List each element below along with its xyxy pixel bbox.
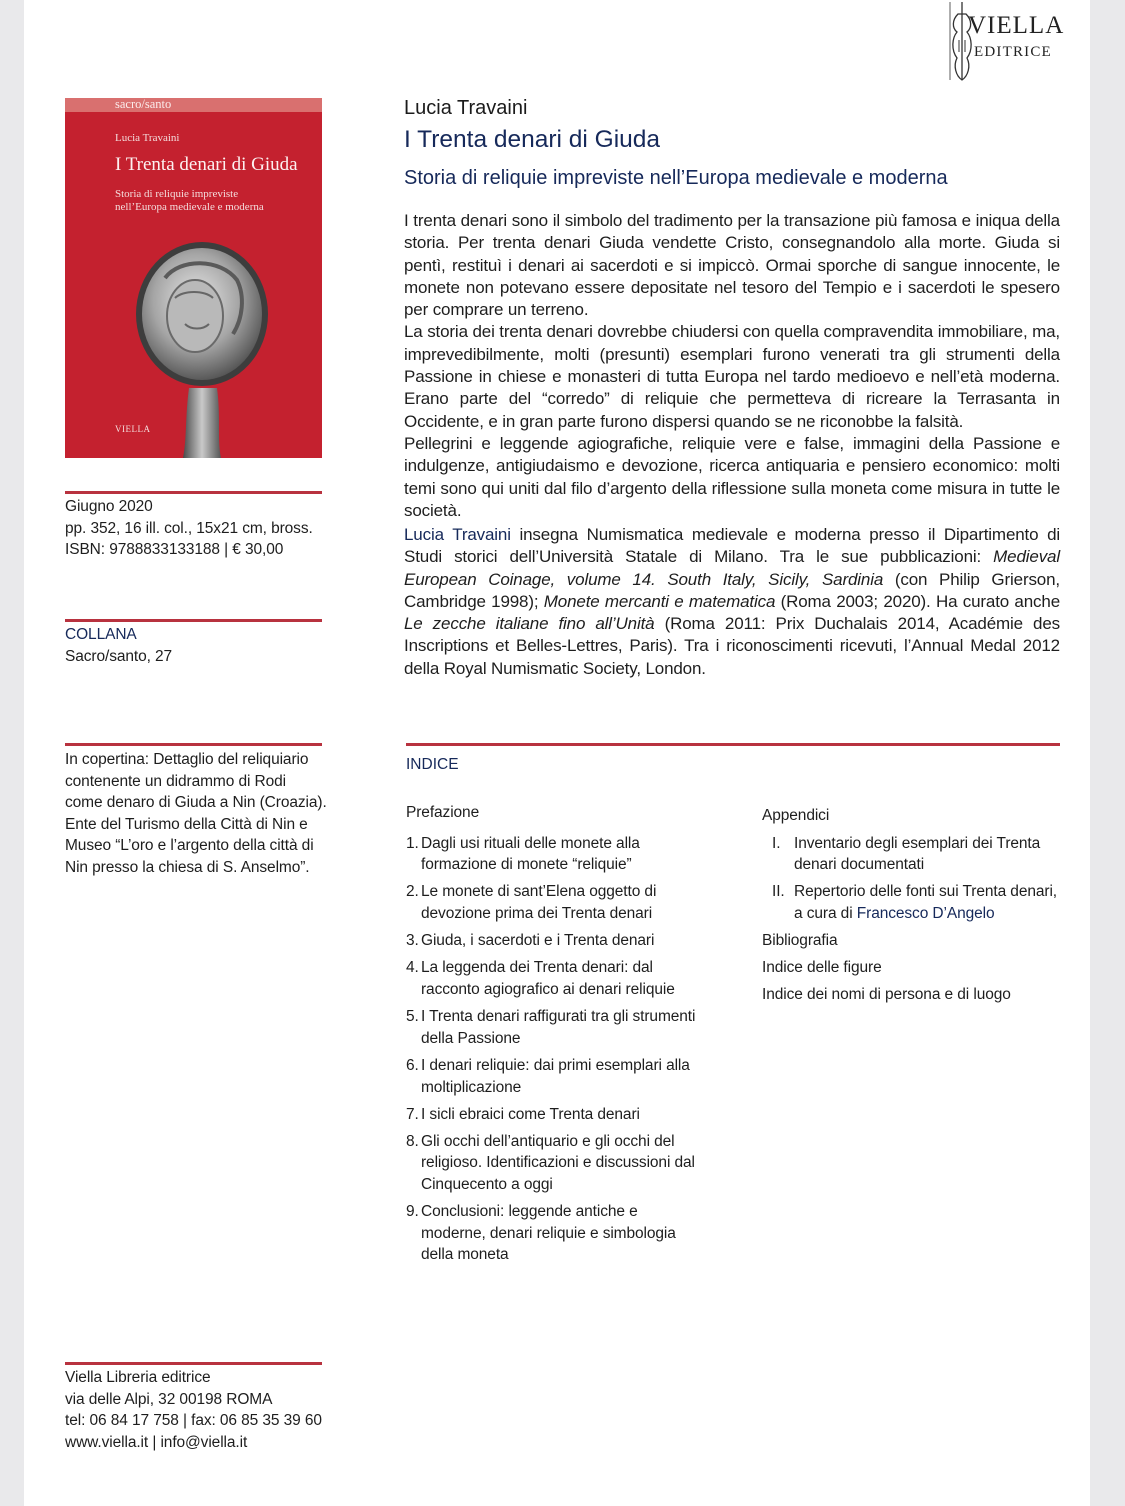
toc-chapter-title: La leggenda dei Trenta denari: dal racconto agiografico ai denari reliquie: [421, 959, 675, 998]
author-bio: [404, 524, 1060, 680]
toc-chapter-title: Conclusioni: leggende antiche e moderne, denari reliquie e simbologia della moneta: [421, 1203, 676, 1264]
toc-indice-nomi: Indice dei nomi di persona e di luogo: [762, 986, 1011, 1004]
book-title: I Trenta denari di Giuda: [404, 126, 661, 153]
logo-subtitle: EDITRICE: [974, 44, 1052, 60]
cover-subtitle-line: nell’Europa medievale e moderna: [115, 201, 264, 213]
toc-chapter-number: 3.: [406, 932, 419, 950]
collana-value: Sacro/santo, 27: [65, 648, 173, 665]
toc-chapter-number: 5.: [406, 1008, 419, 1026]
toc-appendix-title: [794, 881, 1062, 924]
publisher-web-email: www.viella.it | info@viella.it: [65, 1433, 248, 1451]
bio-text: (con Philip Grierson, Cambridge 1998);: [404, 569, 1060, 611]
toc-chapter-title: I sicli ebraici come Trenta denari: [421, 1105, 640, 1123]
toc-chapter-number: 2.: [406, 883, 419, 901]
toc-chapter-title: Giuda, i sacerdoti e i Trenta denari: [421, 932, 655, 950]
toc-appendix-text: Repertorio delle fonti sui Trenta denari, a cura di: [794, 883, 1057, 922]
publication-date: Giugno 2020: [65, 498, 153, 515]
toc-chapter-title: I Trenta denari raffigurati tra gli strumenti della Passione: [421, 1008, 696, 1047]
toc-chapter-title: I denari reliquie: dai primi esemplari alla moltiplicazione: [421, 1056, 690, 1096]
toc-indice-figure: Indice delle figure: [762, 959, 882, 977]
synopsis-paragraph: Pellegrini e leggende agiografiche, reliquie vere e false, immagini della Passione e indulgenze, antigiudaismo e devozione, ricerca antiquaria e pensiero economico: molti temi sono qui uniti dal filo d’argento della riflessione sulla moneta come misura in tutte le società.: [404, 433, 1060, 520]
toc-chapter-number: 8.: [406, 1132, 419, 1150]
bio-text: insegna Numismatica medievale e moderna presso il Dipartimento di Studi storici dell’Università Statale di Milano. Tra le sue pubblicazioni:: [404, 525, 1060, 567]
toc-chapter-number: 7.: [406, 1105, 419, 1123]
toc-chapter-number: 1.: [406, 834, 419, 852]
toc-chapter-title: Dagli usi rituali delle monete alla formazione di monete “reliquie”: [421, 834, 640, 874]
collana-label: COLLANA: [65, 626, 137, 643]
toc-appendix-title: Inventario degli esemplari dei Trenta denari documentati: [794, 834, 1041, 874]
bio-publication-title: Medieval European Coinage, volume 14. South Italy, Sicily, Sardinia: [404, 547, 1060, 589]
synopsis-paragraph: La storia dei trenta denari dovrebbe chiudersi con quella compravendita immobiliare, ma, imprevedibilmente, molti (presunti) esemplari furono venerati tra gli strumenti della Passione in chiese e monasteri di tutta Europa nel tardo medioevo e nell’età moderna. Erano parte del “corredo” di reliquie che permetteva di ricreare la Terrasanta in Occidente, e in gran parte furono dispersi quando se ne riconobbe la falsità.: [404, 322, 1060, 431]
catalog-page: [24, 0, 1090, 1506]
toc-appendix-number: I.: [772, 834, 781, 852]
publication-isbn-price: ISBN: 9788833133188 | € 30,00: [65, 541, 284, 559]
toc-left-column: [406, 802, 706, 1272]
divider: [65, 491, 322, 494]
toc-right-column: [762, 805, 1062, 1011]
cover-publisher: VIELLA: [115, 424, 151, 434]
chapter-list: [406, 833, 706, 1266]
publisher-contacts: [65, 1367, 355, 1453]
toc-appendix-item: [762, 833, 1062, 876]
publisher-phone-fax: tel: 06 84 17 758 | fax: 06 85 35 39 60: [65, 1412, 322, 1430]
toc-chapter-number: 6.: [406, 1056, 419, 1074]
publisher-name: Viella Libreria editrice: [65, 1369, 211, 1386]
synopsis: [404, 210, 1060, 522]
cover-subtitle-line: Storia di reliquie impreviste: [115, 188, 239, 200]
publication-specs: pp. 352, 16 ill. col., 15x21 cm, bross.: [65, 519, 313, 537]
toc-chapter-number: 9.: [406, 1203, 419, 1221]
book-subtitle: Storia di reliquie impreviste nell’Europa medievale e moderna: [404, 167, 948, 189]
cover-title: I Trenta denari di Giuda: [115, 154, 298, 175]
synopsis-paragraph: I trenta denari sono il simbolo del tradimento per la transazione più famosa e iniqua della storia. Per trenta denari Giuda vendette Cristo, consegnandolo alla morte. Giuda si pentì, restituì i denari ai sacerdoti e si impiccò. Ormai sporche di sangue innocente, le monete non potevano essere depositate nel tesoro del Tempio e i sacerdoti le spesero per comprare un terreno.: [404, 211, 1060, 320]
toc-bibliografia: Bibliografia: [762, 932, 838, 950]
cover-credit-note: In copertina: Dettaglio del reliquiario contenente un didrammo di Rodi come denaro di Giuda a Nin (Croazia). Ente del Turismo della Città di Nin e Museo “L’oro e l’argento della città di Nin presso la chiesa di S. Anselmo”.: [65, 751, 327, 876]
toc-chapter-item: [406, 1055, 706, 1098]
bio-text: (Roma 2011: Prix Duchalais 2014, Académie des Inscriptions et Belles-Lettres, Paris). Tra i riconoscimenti ricevuti, l’Annual Medal 2012 della Royal Numismatic Society, London.: [404, 614, 1061, 678]
cover-series: sacro/santo: [115, 98, 172, 111]
cover-subtitle: [115, 188, 315, 214]
divider: [65, 619, 322, 622]
publication-info: [65, 496, 340, 561]
divider: [65, 1362, 322, 1365]
toc-chapter-item: [406, 1131, 706, 1196]
indice-heading: INDICE: [406, 756, 459, 773]
toc-chapter-title: Le monete di sant’Elena oggetto di devozione prima dei Trenta denari: [421, 883, 657, 922]
book-cover-image: [65, 98, 322, 458]
toc-chapter-title: Gli occhi dell’antiquario e gli occhi del religioso. Identificazioni e discussioni dal Cinquecento a oggi: [421, 1132, 695, 1194]
bio-text: (Roma 2003; 2020). Ha curato anche: [775, 591, 1060, 611]
toc-chapter-item: [406, 1006, 706, 1049]
toc-appendix-editor: Francesco D’Angelo: [856, 904, 995, 922]
divider: [406, 743, 1060, 746]
cover-series-band: [65, 98, 322, 112]
logo-name: VIELLA: [968, 12, 1065, 39]
publisher-address: via delle Alpi, 32 00198 ROMA: [65, 1390, 273, 1408]
toc-chapter-item: [406, 1104, 706, 1126]
toc-appendix-number: II.: [772, 883, 785, 901]
toc-chapter-item: [406, 930, 706, 952]
toc-chapter-item: [406, 833, 706, 876]
toc-prefazione: Prefazione: [406, 804, 480, 821]
book-author: Lucia Travaini: [404, 97, 528, 119]
bio-publication-title: Monete mercanti e matematica: [543, 591, 776, 611]
toc-chapter-item: [406, 957, 706, 1000]
bio-author-name: Lucia Travaini: [404, 525, 511, 544]
toc-appendix-item: [762, 881, 1062, 924]
toc-chapter-item: [406, 881, 706, 924]
divider: [65, 743, 322, 746]
cover-author: Lucia Travaini: [115, 132, 180, 144]
toc-chapter-item: [406, 1201, 706, 1266]
toc-chapter-number: 4.: [406, 959, 419, 977]
toc-appendici: Appendici: [762, 807, 830, 824]
bio-publication-title: Le zecche italiane fino all’Unità: [404, 614, 655, 634]
